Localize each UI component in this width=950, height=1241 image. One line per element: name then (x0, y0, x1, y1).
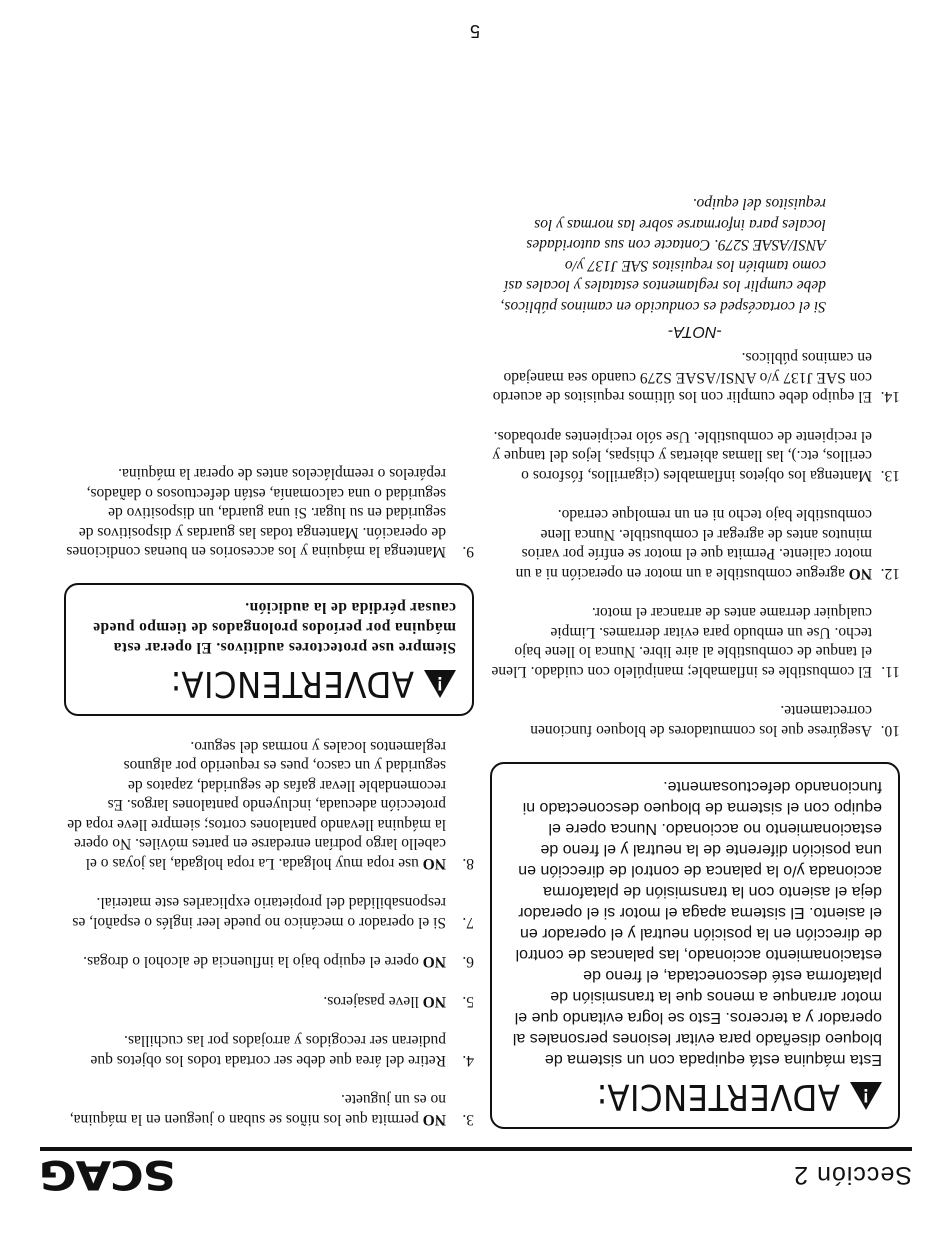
item-number: 4. (462, 1052, 474, 1069)
warning-title: ADVERTENCIA: (170, 663, 414, 705)
item-text: lleve pasajeros. (323, 993, 423, 1010)
list-item (490, 603, 900, 681)
item-emphasis: NO (422, 993, 446, 1010)
list-item (490, 701, 900, 740)
warning-triangle-icon (424, 670, 456, 698)
note-title: -NOTA- (668, 323, 722, 340)
item-emphasis: NO (422, 855, 446, 872)
item-number: 14. (880, 388, 900, 406)
item-text: use ropa muy holgada. La ropa holgada, las joyas o el cabello largo podrían enredarse en partes móviles. No opere la máquina llevando pantalones cortos; siempre lleve ropa de protección adecuada, incluyendo pantalones largos. Es recomendable llevar gafas de seguridad, zapatos de seguridad y un casco, pues es requerido por algunos reglamentos locales y normas del seguro. (67, 738, 446, 872)
item-number: 12. (880, 565, 900, 582)
scag-logo: SCAG (40, 1151, 176, 1197)
item-number: 13. (880, 467, 900, 484)
list-item (490, 505, 900, 583)
note-text: Si el cortacésped es conducido en caminos públicos, debe cumplir los reglamentos estatales y locales así como también los requisitos SAE J137 y/o ANSI/ASAE S279. Contacte con sus autoridades locales para informarse sobre las normas y los requisitos del equipo. (500, 195, 826, 315)
item-text: El combustible es inflamable; manipúlelo con cuidado. Llene el tanque de combustible al aire libre. Nunca lo llene bajo techo. Use un embudo para evitar derrames. Limpie cualquier derrame antes de arrancar el motor. (491, 604, 872, 680)
list-item (64, 893, 474, 932)
left-item-list (490, 348, 900, 740)
list-item (64, 1031, 474, 1070)
interlock-warning-box (490, 762, 900, 1129)
item-emphasis: NO (848, 565, 872, 582)
right-item-list-a (64, 737, 474, 1130)
list-item (490, 427, 900, 486)
item-number: 3. (462, 1111, 474, 1128)
item-number: 6. (462, 953, 474, 971)
list-item (64, 952, 474, 972)
warning-triangle-icon (850, 1083, 882, 1111)
list-item (64, 737, 474, 874)
item-number: 8. (462, 855, 474, 872)
item-text: Retire del área que debe ser cortada todos los objetos que pudieran ser recogidos y arrojados por las cuchillas. (90, 1032, 446, 1069)
item-number: 5. (462, 993, 474, 1010)
warning-text: Esta máquina está equipada con un sistema de bloqueo diseñado para evitar lesiones personales al operador y a terceros. Esto se logra evitando que el motor arranque a menos que la transmisión de plataforma esté desconectada, el freno de estacionamiento accionado, las palancas de control de dirección en la posición neutral y el operador en el asiento. El sistema apaga el motor si el operador deja el asiento con la transmisión de plataforma accionada y/o la palanca de control de dirección en una posición diferente de la neutral y el freno de estacionamiento no accionado. Nunca opere el equipo con el sistema de bloqueo desconectado ni funcionando defectuosamente. (512, 778, 882, 1068)
item-text: Mantenga la máquina y los accesorios en buenas condiciones de operación. Mantenga todas las guardas y dispositivos de seguridad en su lugar. Si una guarda, un dispositivo de seguridad o una calcomanía, están defectuosos o dañados, repárelos o reemplácelos antes de operar la máquina. (66, 465, 446, 561)
item-number: 9. (462, 543, 474, 561)
right-column (64, 444, 474, 1129)
item-number: 10. (880, 722, 900, 739)
page-number: 5 (470, 21, 481, 41)
item-text: Mantenga los objetos inflamables (cigarrillos, fósforos o cerillos, etc.), las llamas abiertas y chispas, lejos del tanque y el recipiente de combustible. Use sólo recipientes aprobados. (492, 428, 872, 484)
section-title: Sección 2 (793, 1161, 912, 1189)
item-text: El equipo debe cumplir con los últimos requisitos de acuerdo con SAE J137 y/o ANSI/ASAE S279 cuando sea manejado en caminos públicos. (492, 349, 872, 406)
item-text: Asegúrese que los conmutadores de bloqueo funcionen correctamente. (530, 702, 872, 739)
item-text: Si el operador o mecánico no puede leer inglés o español, es responsabilidad del propietario explicarles este material. (72, 894, 446, 931)
item-emphasis: NO (422, 1111, 446, 1128)
item-text: permita que los niños se suban o jueguen en la máquina, no es un juguete. (69, 1091, 446, 1128)
list-item (490, 348, 900, 407)
item-emphasis: NO (422, 953, 446, 971)
warning-heading (82, 664, 456, 705)
warning-title: ADVERTENCIA: (596, 1076, 840, 1117)
item-text: agregue combustible a un motor en operación ni a un motor caliente. Permita que el motor se enfríe por varios minutos antes de agregar el combustible. Nunca llene combustible bajo techo ni en un remolque cerrado. (515, 506, 872, 582)
hearing-warning-box (64, 584, 474, 717)
left-column (490, 193, 900, 1129)
item-number: 7. (462, 914, 474, 931)
list-item (64, 1090, 474, 1129)
list-item (64, 464, 474, 562)
page-header (40, 1151, 912, 1197)
header-rule (40, 1147, 912, 1151)
right-item-list-b (64, 464, 474, 562)
list-item (64, 992, 474, 1012)
warning-heading (508, 1076, 882, 1117)
item-number: 11. (881, 663, 900, 680)
item-text: opere el equipo bajo la influencia de alcohol o drogas. (83, 953, 423, 971)
warning-text: Siempre use protectores auditivos. El operar esta máquina por períodos prolongados de tiempo puede causar pérdida de la audición. (92, 599, 456, 657)
